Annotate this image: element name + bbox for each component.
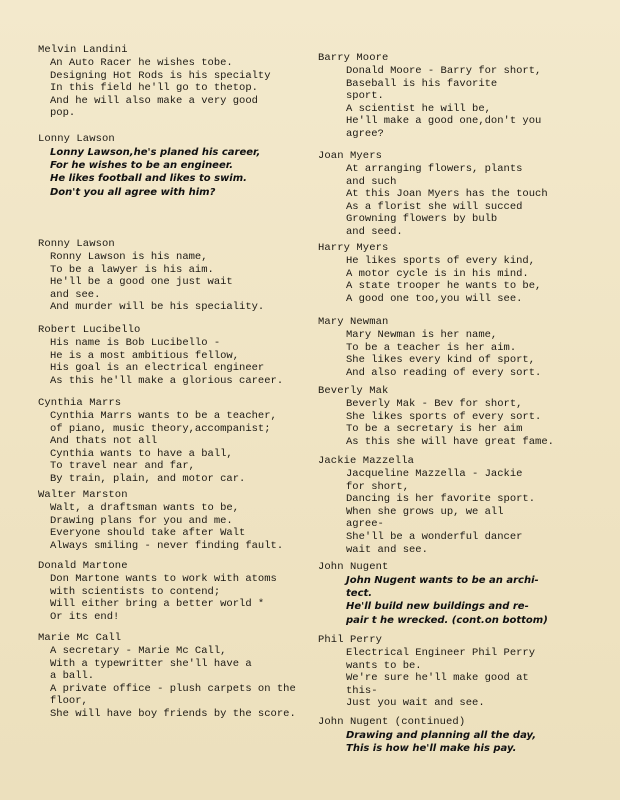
poem-entry — [318, 385, 618, 448]
student-name: John Nugent — [318, 561, 389, 573]
poem-entry — [318, 455, 618, 556]
poem-line: A scientist he will be, — [346, 102, 491, 115]
poem-line: He is a most ambitious fellow, — [50, 349, 240, 362]
poem-line: She likes every kind of sport, — [346, 354, 536, 367]
poem-line: Ronny Lawson is his name, — [50, 251, 208, 263]
poem-line: He'll build new buildings and re- — [346, 601, 529, 613]
poem-line: A secretary - Marie Mc Call, — [50, 645, 227, 657]
poem-line: Designing Hot Rods is his specialty — [50, 69, 271, 82]
poem-entry — [38, 560, 323, 623]
student-name: Beverly Mak — [318, 385, 389, 397]
student-name: Walter Marston — [38, 489, 128, 501]
poem-line: a ball. — [50, 670, 95, 683]
poem-line: And he will also make a very good — [50, 94, 258, 107]
poem-line: this- — [346, 684, 378, 697]
poem-line: wait and see. — [346, 543, 428, 556]
poem-line: Or its end! — [50, 610, 120, 623]
student-name: Marie Mc Call — [38, 632, 122, 644]
poem-entry — [318, 716, 618, 755]
poem-entry — [38, 632, 323, 721]
poem-line: Donald Moore - Barry for short, — [346, 65, 542, 77]
poem-line: For he wishes to be an engineer. — [50, 160, 234, 172]
poem-line: John Nugent wants to be an archi- — [346, 575, 539, 586]
poem-line: He'll make a good one,don't you — [346, 115, 542, 128]
poem-entry — [38, 133, 323, 199]
student-name: Joan Myers — [318, 150, 383, 162]
student-name: Jackie Mazzella — [318, 455, 415, 467]
student-name: Melvin Landini — [38, 44, 128, 56]
student-name: Ronny Lawson — [38, 238, 115, 250]
poem-line: and see. — [50, 288, 101, 301]
poem-line: And also reading of every sort. — [346, 366, 542, 379]
poem-line: In this field he'll go to thetop. — [50, 82, 258, 95]
poem-line: Baseball is his favorite — [346, 77, 498, 90]
poem-line: for short, — [346, 480, 410, 493]
poem-line: Drawing and planning all the day, — [346, 730, 537, 741]
poem-line: of piano, music theory,accompanist; — [50, 422, 271, 435]
poem-line: Beverly Mak - Bev for short, — [346, 398, 523, 410]
student-name: Lonny Lawson — [38, 133, 115, 145]
poem-entry — [318, 561, 618, 627]
student-name: Barry Moore — [318, 52, 389, 64]
poem-entry — [318, 242, 618, 305]
poem-line: Always smiling - never finding fault. — [50, 539, 284, 552]
student-name: Cynthia Marrs — [38, 397, 122, 409]
poem-line: and seed. — [346, 225, 403, 238]
poem-line: pair t he wrecked. (cont.on bottom) — [346, 614, 548, 626]
poem-line: And thats not all — [50, 435, 158, 448]
poem-line: We're sure he'll make good at — [346, 672, 529, 685]
poem-line: A good one too,you will see. — [346, 292, 523, 305]
poem-line: To travel near and far, — [50, 460, 195, 473]
poem-line: With a typewritter she'll have a — [50, 657, 252, 670]
poem-line: A private office - plush carpets on the — [50, 682, 296, 695]
poem-line: At this Joan Myers has the touch — [346, 188, 548, 201]
poem-line: To be a secretary is her aim — [346, 423, 523, 436]
poem-line: To be a lawyer is his aim. — [50, 263, 214, 276]
poem-line: He likes sports of every kind, — [346, 255, 536, 267]
poem-line: pop. — [50, 107, 76, 120]
poem-line: She will have boy friends by the score. — [50, 707, 296, 720]
poem-entry — [318, 634, 618, 710]
poem-line: When she grows up, we all — [346, 505, 504, 518]
poem-line: Walt, a draftsman wants to be, — [50, 502, 240, 514]
poem-line: He likes football and likes to swim. — [50, 173, 247, 185]
poem-line: agree? — [346, 127, 384, 140]
poem-entry — [38, 324, 323, 387]
poem-line: She likes sports of every sort. — [346, 410, 542, 423]
poem-line: A motor cycle is in his mind. — [346, 267, 529, 280]
poem-line: As a florist she will succed — [346, 200, 523, 213]
poem-line: Mary Newman is her name, — [346, 329, 498, 341]
poem-line: To be a teacher is her aim. — [346, 341, 517, 354]
poem-line: A state trooper he wants to be, — [346, 280, 542, 293]
poem-line: wants to be. — [346, 659, 422, 672]
student-name: Harry Myers — [318, 242, 389, 254]
poem-line: Don't you all agree with him? — [50, 186, 216, 198]
student-name: John Nugent (continued) — [318, 716, 466, 728]
poem-entry — [38, 489, 323, 552]
poem-line: His goal is an electrical engineer — [50, 362, 265, 375]
poem-line: floor, — [50, 695, 88, 708]
poem-line: and such — [346, 175, 397, 188]
poem-line: Just you wait and see. — [346, 697, 485, 710]
poem-line: An Auto Racer he wishes tobe. — [50, 57, 233, 69]
poem-line: Everyone should take after Walt — [50, 527, 246, 540]
poem-line: Drawing plans for you and me. — [50, 514, 233, 527]
student-name: Robert Lucibello — [38, 324, 141, 336]
poem-line: Electrical Engineer Phil Perry — [346, 647, 536, 659]
poem-line: As this she will have great fame. — [346, 435, 554, 448]
poem-line: He'll be a good one just wait — [50, 276, 233, 289]
poem-line: tect. — [346, 588, 373, 600]
poem-line: with scientists to contend; — [50, 585, 221, 598]
poem-entry — [318, 316, 618, 379]
poem-line: Will either bring a better world * — [50, 598, 265, 611]
student-name: Phil Perry — [318, 634, 383, 646]
poem-line: This is how he'll make his pay. — [346, 743, 517, 755]
poem-entry — [38, 44, 323, 120]
poem-line: Dancing is her favorite sport. — [346, 493, 536, 506]
student-name: Donald Martone — [38, 560, 128, 572]
poem-line: Cynthia Marrs wants to be a teacher, — [50, 410, 277, 422]
poem-line: By train, plain, and motor car. — [50, 472, 246, 485]
poem-line: At arranging flowers, plants — [346, 163, 523, 175]
poem-line: sport. — [346, 90, 384, 103]
poem-line: Growning flowers by bulb — [346, 213, 498, 226]
poem-line: And murder will be his speciality. — [50, 301, 265, 314]
poem-line: agree- — [346, 518, 384, 531]
poem-line: Don Martone wants to work with atoms — [50, 573, 277, 585]
poem-line: Cynthia wants to have a ball, — [50, 447, 233, 460]
poem-entry — [318, 150, 618, 239]
poem-line: As this he'll make a glorious career. — [50, 374, 284, 387]
poem-line: She'll be a wonderful dancer — [346, 530, 523, 543]
poem-line: Jacqueline Mazzella - Jackie — [346, 468, 523, 480]
student-name: Mary Newman — [318, 316, 389, 328]
poem-line: Lonny Lawson,he's planed his career, — [50, 147, 261, 158]
poem-entry — [318, 52, 618, 141]
poem-entry — [38, 397, 323, 486]
poem-entry — [38, 238, 323, 314]
poem-line: His name is Bob Lucibello - — [50, 337, 221, 349]
